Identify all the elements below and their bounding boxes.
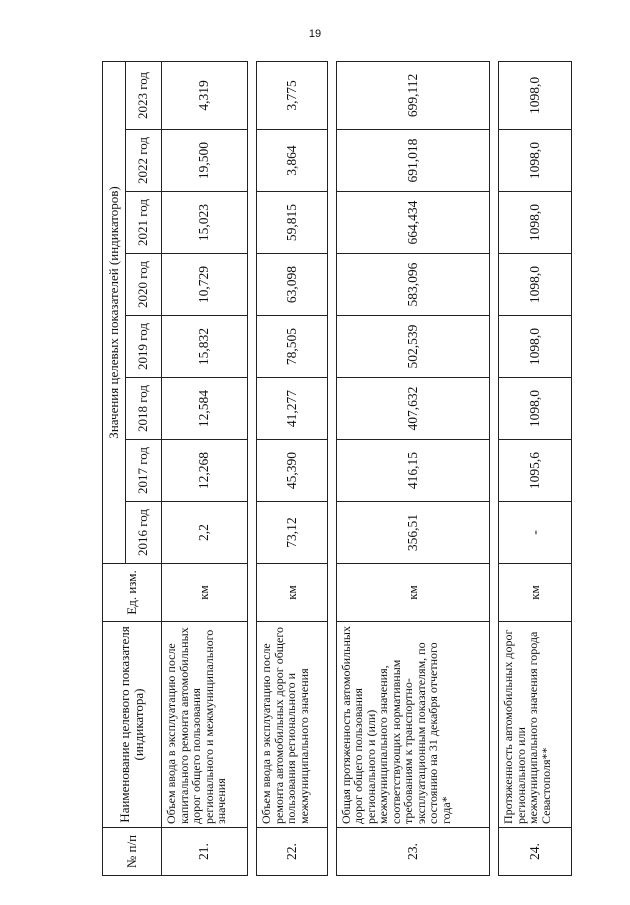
value-cell: 12,268 <box>162 440 248 502</box>
value-cell: 59,815 <box>257 192 327 254</box>
indicator-name: Объем ввода в эксплуатацию после капитального ремонта автомобильных дорог общего пользования регионального и межмуниципального значения <box>162 622 248 828</box>
value-cell: 2,2 <box>162 502 248 564</box>
table-row <box>336 61 489 875</box>
value-cell: 45,390 <box>257 440 327 502</box>
row-number: 24. <box>499 828 572 876</box>
row-number: 22. <box>257 828 327 876</box>
indicator-name: Протяженность автомобильных дорог регионального или межмуниципального значения города Севастополя** <box>499 622 572 828</box>
value-cell: 356,51 <box>336 502 489 564</box>
header-values: Значения целевых показателей (индикаторов) <box>103 61 126 563</box>
value-cell: 63,098 <box>257 254 327 316</box>
indicator-name: Объем ввода в эксплуатацию после ремонта автомобильных дорог общего пользования регионального и межмуниципального значения <box>257 622 327 828</box>
value-cell: 15,023 <box>162 192 248 254</box>
header-year: 2022 год <box>125 130 161 192</box>
page-number: 19 <box>308 28 322 40</box>
header-year: 2017 год <box>125 440 161 502</box>
header-year: 2018 год <box>125 378 161 440</box>
value-cell: 502,539 <box>336 316 489 378</box>
value-cell: 41,277 <box>257 378 327 440</box>
unit-cell: км <box>162 564 248 622</box>
value-cell: 691,018 <box>336 130 489 192</box>
unit-cell: км <box>257 564 327 622</box>
value-cell: 1098,0 <box>499 130 572 192</box>
value-cell: 19,500 <box>162 130 248 192</box>
row-separator <box>327 61 336 875</box>
value-cell: 78,505 <box>257 316 327 378</box>
value-cell: 664,434 <box>336 192 489 254</box>
table-row <box>162 61 248 875</box>
value-cell: 15,832 <box>162 316 248 378</box>
header-num: № п/п <box>103 828 162 876</box>
table-row <box>257 61 327 875</box>
value-cell: 73,12 <box>257 502 327 564</box>
value-cell: 10,729 <box>162 254 248 316</box>
header-year: 2023 год <box>125 61 161 129</box>
header-year: 2016 год <box>125 502 161 564</box>
value-cell: 4,319 <box>162 61 248 129</box>
row-separator <box>247 61 256 875</box>
row-number: 23. <box>336 828 489 876</box>
value-cell: - <box>499 502 572 564</box>
header-year: 2021 год <box>125 192 161 254</box>
value-cell: 416,15 <box>336 440 489 502</box>
row-number: 21. <box>162 828 248 876</box>
header-name: Наименование целевого показателя (индикатора) <box>103 622 162 828</box>
value-cell: 1098,0 <box>499 378 572 440</box>
header-unit: Ед. изм. <box>103 564 162 622</box>
value-cell: 699,112 <box>336 61 489 129</box>
value-cell: 12,584 <box>162 378 248 440</box>
indicators-table <box>102 61 572 876</box>
value-cell: 583,096 <box>336 254 489 316</box>
value-cell: 1098,0 <box>499 316 572 378</box>
header-year: 2019 год <box>125 316 161 378</box>
unit-cell: км <box>499 564 572 622</box>
value-cell: 407,632 <box>336 378 489 440</box>
value-cell: 3,775 <box>257 61 327 129</box>
header-year: 2020 год <box>125 254 161 316</box>
value-cell: 1098,0 <box>499 192 572 254</box>
unit-cell: км <box>336 564 489 622</box>
rotated-table-container <box>102 62 572 876</box>
table-row <box>499 61 572 875</box>
indicator-name: Общая протяженность автомобильных дорог общего пользования регионального и (или) межмуниципального значения, соответствующих нормативным требованиям к транспортно-эксплуатационным показателям, по состоянию на 31 декабря отчетного года* <box>336 622 489 828</box>
value-cell: 1098,0 <box>499 254 572 316</box>
value-cell: 1095,6 <box>499 440 572 502</box>
row-separator <box>490 61 499 875</box>
value-cell: 1098,0 <box>499 61 572 129</box>
value-cell: 3,864 <box>257 130 327 192</box>
